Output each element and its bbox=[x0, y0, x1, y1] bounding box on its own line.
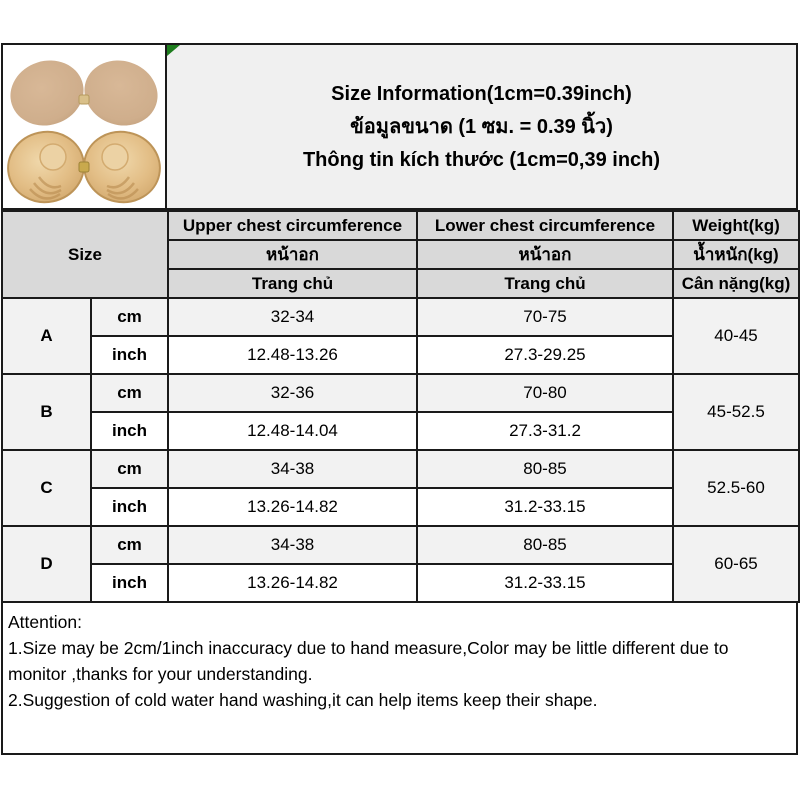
lower-chest-header-en: Lower chest circumference bbox=[417, 211, 673, 240]
unit-inch: inch bbox=[91, 564, 168, 602]
title-english: Size Information(1cm=0.39inch) bbox=[331, 82, 632, 105]
table-row-d-cm bbox=[2, 526, 799, 564]
upper-chest-header-vi: Trang chủ bbox=[168, 269, 417, 298]
d-weight: 60-65 bbox=[673, 526, 799, 602]
unit-cm: cm bbox=[91, 298, 168, 336]
d-upper-inch: 13.26-14.82 bbox=[168, 564, 417, 602]
c-weight: 52.5-60 bbox=[673, 450, 799, 526]
product-image bbox=[1, 43, 167, 210]
c-lower-cm: 80-85 bbox=[417, 450, 673, 488]
a-upper-inch: 12.48-13.26 bbox=[168, 336, 417, 374]
unit-inch: inch bbox=[91, 336, 168, 374]
lower-chest-header-vi: Trang chủ bbox=[417, 269, 673, 298]
adhesive-bra-illustration bbox=[3, 45, 165, 208]
a-lower-cm: 70-75 bbox=[417, 298, 673, 336]
bra-inner-view bbox=[3, 125, 165, 208]
size-table bbox=[1, 210, 800, 603]
attention-notes bbox=[1, 603, 798, 755]
weight-header-en: Weight(kg) bbox=[673, 211, 799, 240]
unit-inch: inch bbox=[91, 488, 168, 526]
title-panel bbox=[167, 43, 798, 210]
bra-front-view bbox=[3, 51, 165, 135]
size-column-header: Size bbox=[2, 211, 168, 298]
table-row-a-cm bbox=[2, 298, 799, 336]
table-row-c-cm bbox=[2, 450, 799, 488]
b-lower-inch: 27.3-31.2 bbox=[417, 412, 673, 450]
a-weight: 40-45 bbox=[673, 298, 799, 374]
weight-header-vi: Cân nặng(kg) bbox=[673, 269, 799, 298]
size-chart-page bbox=[1, 43, 798, 755]
size-d-label: D bbox=[2, 526, 91, 602]
attention-heading: Attention: bbox=[8, 612, 82, 632]
lower-chest-header-th: หน้าอก bbox=[417, 240, 673, 269]
b-upper-inch: 12.48-14.04 bbox=[168, 412, 417, 450]
size-c-label: C bbox=[2, 450, 91, 526]
weight-header-th: น้ำหนัก(kg) bbox=[673, 240, 799, 269]
c-upper-inch: 13.26-14.82 bbox=[168, 488, 417, 526]
unit-cm: cm bbox=[91, 374, 168, 412]
unit-cm: cm bbox=[91, 526, 168, 564]
unit-inch: inch bbox=[91, 412, 168, 450]
d-lower-cm: 80-85 bbox=[417, 526, 673, 564]
attention-note-1: 1.Size may be 2cm/1inch inaccuracy due to hand measure,Color may be little different due to monitor ,thanks for your understanding. bbox=[8, 638, 729, 684]
unit-cm: cm bbox=[91, 450, 168, 488]
upper-chest-header-en: Upper chest circumference bbox=[168, 211, 417, 240]
d-lower-inch: 31.2-33.15 bbox=[417, 564, 673, 602]
a-lower-inch: 27.3-29.25 bbox=[417, 336, 673, 374]
attention-note-2: 2.Suggestion of cold water hand washing,it can help items keep their shape. bbox=[8, 690, 598, 710]
green-corner-marker bbox=[167, 45, 180, 56]
b-lower-cm: 70-80 bbox=[417, 374, 673, 412]
a-upper-cm: 32-34 bbox=[168, 298, 417, 336]
size-b-label: B bbox=[2, 374, 91, 450]
table-row-b-cm bbox=[2, 374, 799, 412]
b-weight: 45-52.5 bbox=[673, 374, 799, 450]
c-upper-cm: 34-38 bbox=[168, 450, 417, 488]
c-lower-inch: 31.2-33.15 bbox=[417, 488, 673, 526]
size-a-label: A bbox=[2, 298, 91, 374]
upper-chest-header-th: หน้าอก bbox=[168, 240, 417, 269]
d-upper-cm: 34-38 bbox=[168, 526, 417, 564]
title-thai: ข้อมูลขนาด (1 ซม. = 0.39 นิ้ว) bbox=[350, 115, 613, 138]
top-banner bbox=[1, 43, 798, 210]
b-upper-cm: 32-36 bbox=[168, 374, 417, 412]
title-vietnamese: Thông tin kích thước (1cm=0,39 inch) bbox=[302, 148, 661, 171]
